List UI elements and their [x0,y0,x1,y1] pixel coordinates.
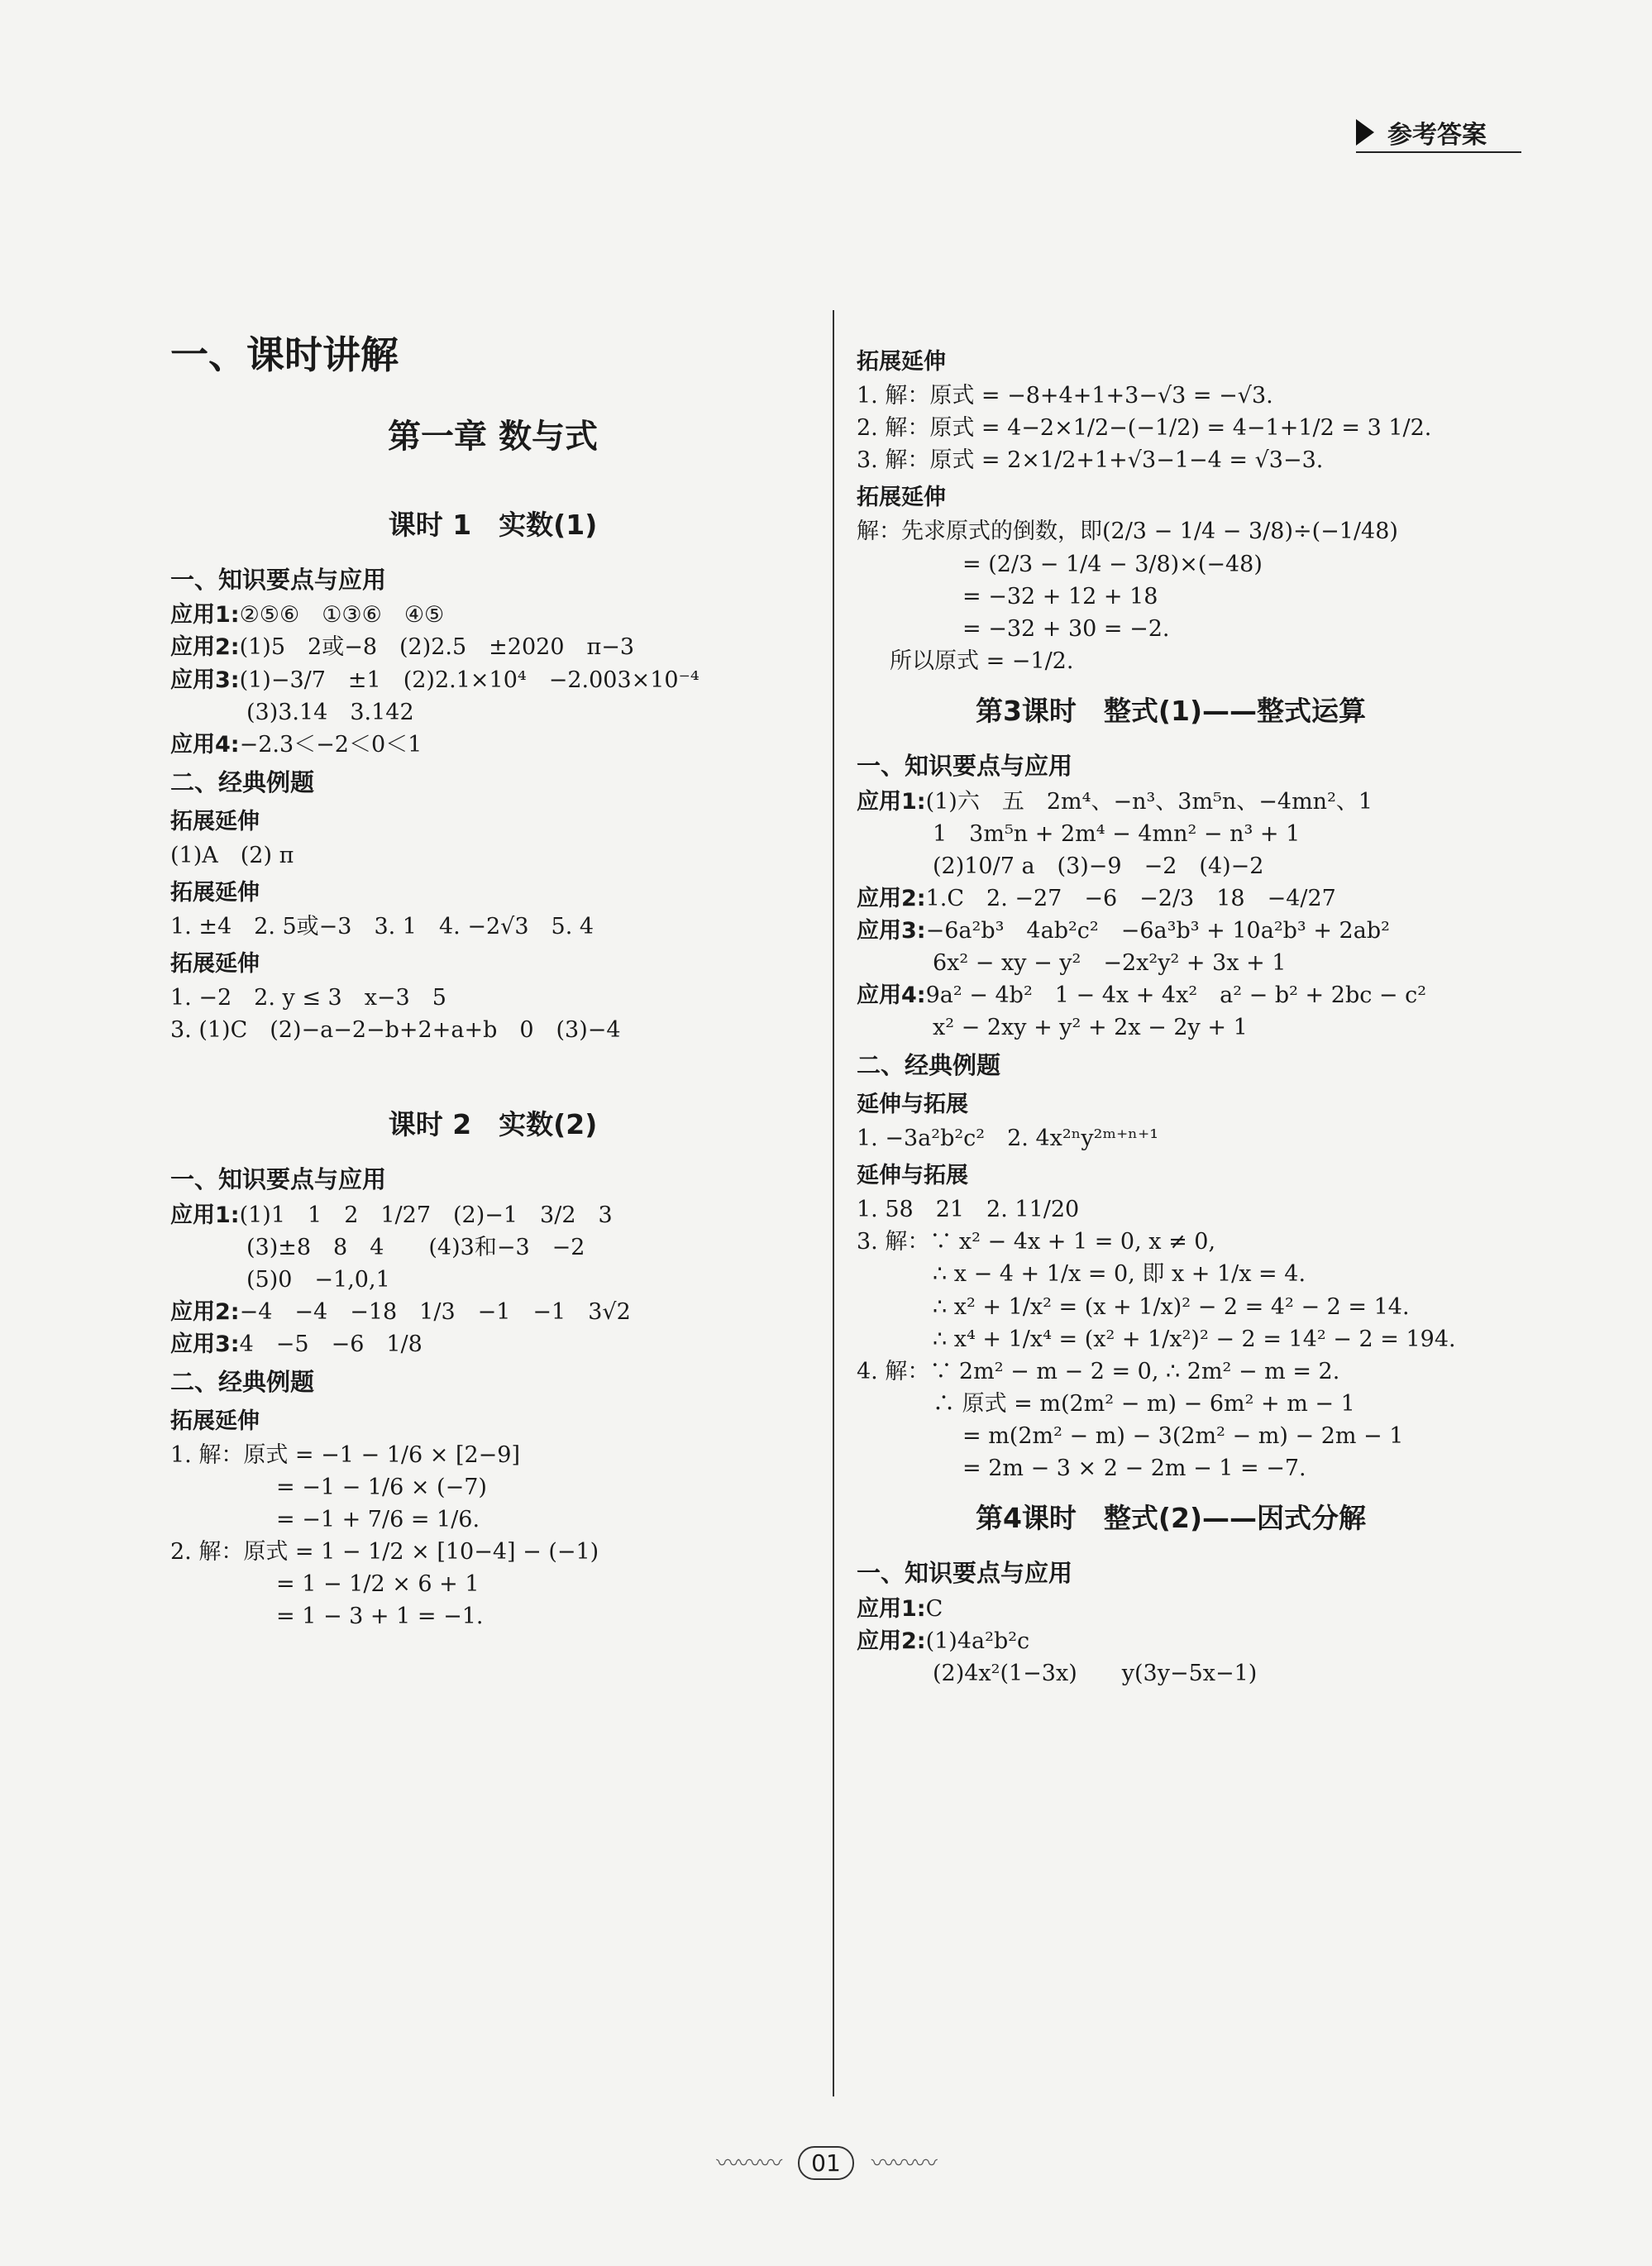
answer-text: 1.C 2. −27 −6 −2/3 18 −4/27 [925,885,1336,911]
left-column [170,331,815,1635]
answer-label: 应用2: [857,1628,926,1654]
answer-text: (1)4a²b²c [925,1628,1030,1654]
answer-text: (1)−3/7 ±1 (2)2.1×10⁴ −2.003×10⁻⁴ [239,667,699,693]
wave-ornament: 〰〰〰 [871,2149,936,2177]
page-header [1356,114,1487,151]
answer-line [857,1627,1485,1656]
answer-label: 应用1: [170,1202,240,1228]
sub-heading: 延伸与拓展 [857,1163,968,1189]
answer-line [857,884,1485,913]
solution-line: 所以原式 = −1/2. [890,648,1074,674]
section-heading: 一、知识要点与应用 [170,1165,387,1194]
wave-ornament: 〰〰〰 [716,2149,781,2177]
answer-line [170,1298,815,1327]
answer-text: −4 −4 −18 1/3 −1 −1 3√2 [239,1299,631,1326]
answer-line [857,787,1485,816]
answer-text: 1. −2 2. y ≤ 3 x−3 5 [170,985,446,1011]
solution-line: 3. 解：∵ x² − 4x + 1 = 0, x ≠ 0, [857,1229,1216,1255]
answer-label: 应用2: [170,1299,240,1326]
answer-text: x² − 2xy + y² + 2x − 2y + 1 [933,1015,1248,1041]
answer-text: 3. (1)C (2)−a−2−b+2+a+b 0 (3)−4 [170,1017,621,1044]
answer-line [857,1659,1485,1688]
solution-line: = m(2m² − m) − 3(2m² − m) − 2m − 1 [962,1422,1404,1449]
section-heading: 二、经典例题 [170,1368,315,1397]
answer-line [857,981,1485,1010]
answer-text: 9a² − 4b² 1 − 4x + 4x² a² − b² + 2bc − c² [925,982,1427,1009]
answer-text: 1. ±4 2. 5或−3 3. 1 4. −2√3 5. 4 [170,913,594,939]
answer-line [170,1233,815,1262]
part-title: 一、课时讲解 [170,332,399,377]
answer-label: 应用3: [170,1331,240,1358]
answer-line [170,1201,815,1230]
answer-text: (3)3.14 3.142 [246,699,414,725]
section-heading: 一、知识要点与应用 [857,751,1073,780]
solution-line: = −32 + 12 + 18 [962,583,1158,610]
answer-text: −6a²b³ 4ab²c² −6a³b³ + 10a²b³ + 2ab² [925,917,1390,944]
answer-line [857,1594,1485,1623]
section-heading: 一、知识要点与应用 [857,1558,1073,1587]
sub-heading: 拓展延伸 [857,349,946,375]
answer-label: 应用3: [170,667,240,693]
solution-line: ∴ 原式 = m(2m² − m) − 6m² + m − 1 [933,1390,1355,1417]
lesson-4-title: 第4课时 整式(2)——因式分解 [975,1502,1367,1535]
header-underline [1356,151,1521,153]
header-label: 参考答案 [1387,121,1487,150]
right-column [857,339,1485,1691]
answer-line [857,949,1485,978]
answer-line [170,600,815,629]
answer-text: 1. 58 21 2. 11/20 [857,1197,1080,1223]
answer-label: 应用1: [857,1595,926,1622]
section-heading: 二、经典例题 [170,767,315,796]
sub-heading: 拓展延伸 [857,485,946,511]
solution-line: = −32 + 30 = −2. [962,615,1170,642]
solution-line: 3. 解：原式 = 2×1/2+1+√3−1−4 = √3−3. [857,447,1324,474]
answer-text: ②⑤⑥ ①③⑥ ④⑤ [239,602,445,629]
answer-text: (1)A (2) π [170,842,294,868]
answer-line [170,1265,815,1294]
solution-line: 1. 解：原式 = −8+4+1+3−√3 = −√3. [857,383,1273,409]
answer-line [170,730,815,759]
lesson-2-title: 课时 2 实数(2) [388,1108,598,1141]
answer-line [170,633,815,662]
answer-text: C [925,1595,943,1622]
answer-text: −2.3＜−2＜0＜1 [239,731,423,758]
answer-text: 1 3m⁵n + 2m⁴ − 4mn² − n³ + 1 [933,820,1301,847]
answer-line [170,1330,815,1359]
answer-label: 应用3: [857,917,926,944]
solution-line: ∴ x − 4 + 1/x = 0, 即 x + 1/x = 4. [933,1261,1306,1288]
section-heading: 二、经典例题 [857,1051,1001,1080]
lesson-3-title: 第3课时 整式(1)——整式运算 [975,694,1367,727]
sub-heading: 拓展延伸 [170,950,260,977]
answer-text: (1)六 五 2m⁴、−n³、3m⁵n、−4mn²、1 [925,788,1373,815]
section-heading: 一、知识要点与应用 [170,565,387,594]
page-footer [0,2145,1652,2180]
spacer [170,1048,815,1089]
solution-line: ∴ x⁴ + 1/x⁴ = (x² + 1/x²)² − 2 = 14² − 2 = 194. [933,1326,1456,1352]
sub-heading: 拓展延伸 [170,808,260,834]
solution-line: = −1 + 7/6 = 1/6. [276,1507,480,1533]
answer-line [857,916,1485,945]
answer-line [857,1013,1485,1042]
answer-text: (5)0 −1,0,1 [246,1266,390,1293]
column-divider [833,310,834,2096]
answer-label: 应用4: [170,731,240,758]
answer-label: 应用2: [170,634,240,661]
solution-line: ∴ x² + 1/x² = (x + 1/x)² − 2 = 4² − 2 = 14. [933,1293,1410,1320]
answer-text: 6x² − xy − y² −2x²y² + 3x + 1 [933,949,1287,976]
sub-heading: 延伸与拓展 [857,1091,968,1117]
sub-heading: 拓展延伸 [170,879,260,906]
answer-line [170,698,815,727]
answer-text: 4 −5 −6 1/8 [239,1331,423,1358]
answer-text: (2)4x²(1−3x) y(3y−5x−1) [933,1660,1258,1686]
solution-line: = 1 − 1/2 × 6 + 1 [276,1571,480,1598]
solution-line: = −1 − 1/6 × (−7) [276,1475,487,1501]
solution-line: 2. 解：原式 = 1 − 1/2 × [10−4] − (−1) [170,1539,599,1566]
play-triangle-icon [1356,119,1374,146]
solution-line: = 1 − 3 + 1 = −1. [276,1604,484,1630]
solution-line: 解：先求原式的倒数，即(2/3 − 1/4 − 3/8)÷(−1/48) [857,519,1398,545]
answer-text: (3)±8 8 4 (4)3和−3 −2 [246,1234,585,1260]
answer-label: 应用2: [857,885,926,911]
solution-line: 2. 解：原式 = 4−2×1/2−(−1/2) = 4−1+1/2 = 3 1/2. [857,415,1432,442]
solution-line: 1. 解：原式 = −1 − 1/6 × [2−9] [170,1442,521,1469]
sub-heading: 拓展延伸 [170,1408,260,1434]
answer-text: 1. −3a²b²c² 2. 4x²ⁿy²ᵐ⁺ⁿ⁺¹ [857,1126,1159,1152]
answer-label: 应用1: [857,788,926,815]
solution-line: = 2m − 3 × 2 − 2m − 1 = −7. [962,1455,1306,1481]
answer-label: 应用4: [857,982,926,1009]
solution-line: 4. 解：∵ 2m² − m − 2 = 0, ∴ 2m² − m = 2. [857,1358,1340,1384]
page-number: 01 [798,2146,854,2180]
answer-text: (1)1 1 2 1/27 (2)−1 3/2 3 [239,1202,613,1228]
answer-line [170,666,815,695]
answer-label: 应用1: [170,602,240,629]
solution-line: = (2/3 − 1/4 − 3/8)×(−48) [962,551,1263,577]
answer-line [857,820,1485,849]
answer-line [857,852,1485,881]
answer-text: (2)10/7 a (3)−9 −2 (4)−2 [933,853,1264,879]
chapter-title: 第一章 数与式 [388,417,598,456]
answer-text: (1)5 2或−8 (2)2.5 ±2020 π−3 [239,634,635,661]
lesson-1-title: 课时 1 实数(1) [388,508,598,541]
